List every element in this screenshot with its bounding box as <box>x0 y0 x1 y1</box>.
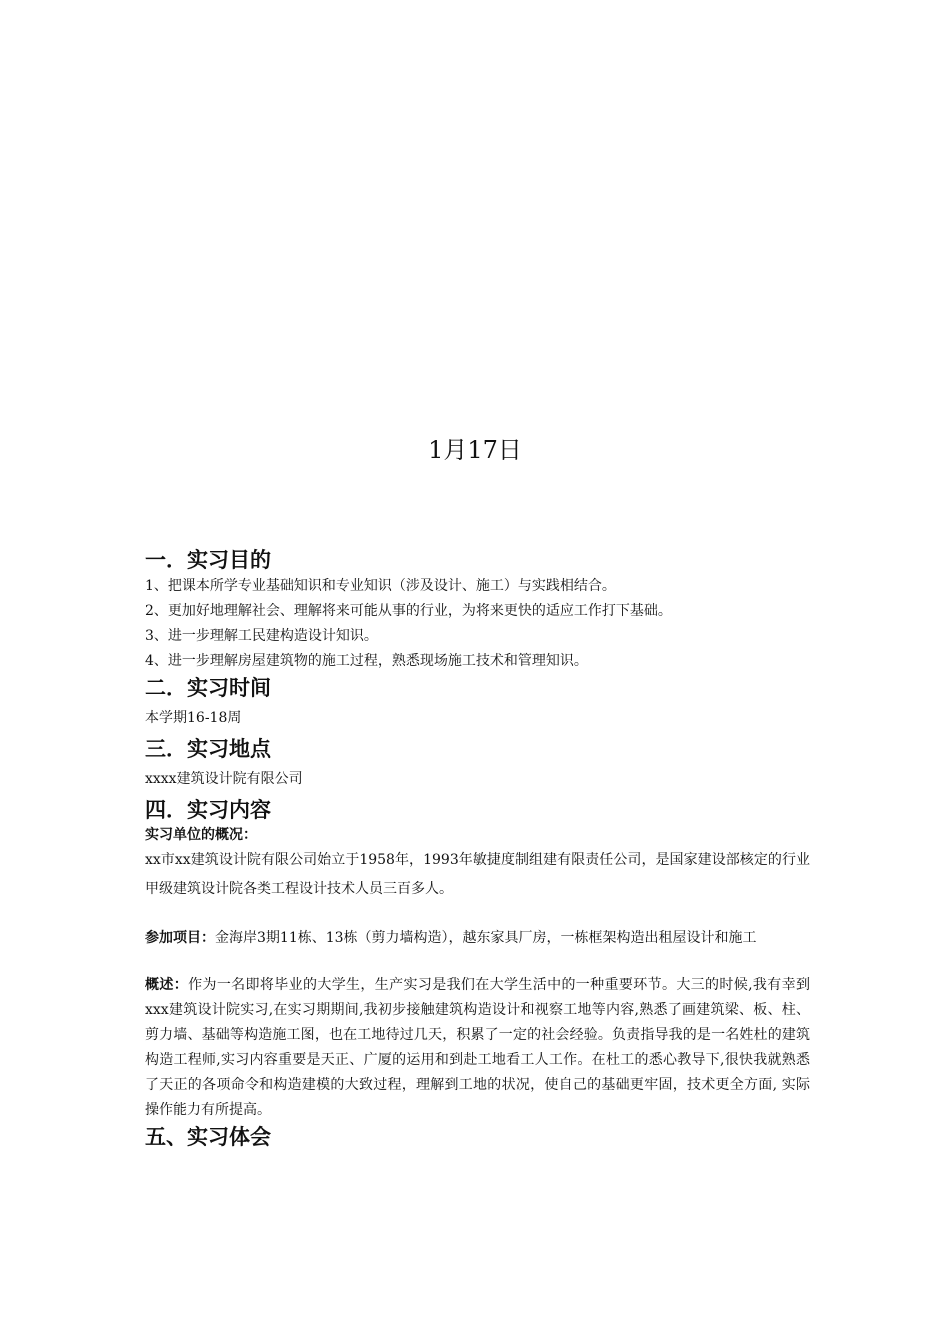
section-heading-time: 二．实习时间 <box>145 676 271 700</box>
section-heading-location: 三．实习地点 <box>145 737 271 761</box>
project-label: 参加项目： <box>145 930 215 946</box>
unit-overview-label: 实习单位的概况： <box>145 827 257 843</box>
date-title: 1月17日 <box>428 436 522 464</box>
purpose-item: 4、进一步理解房屋建筑物的施工过程，熟悉现场施工技术和管理知识。 <box>145 653 588 669</box>
purpose-item: 2、更加好地理解社会、理解将来可能从事的行业，为将来更快的适应工作打下基础。 <box>145 603 672 619</box>
section-heading-experience: 五、实习体会 <box>145 1125 271 1149</box>
unit-overview-text: xx市xx建筑设计院有限公司始立于1958年，1993年敏捷度制组建有限责任公司，是国家建设部核定的行业甲级建筑设计院各类工程设计技术人员三百多人。 <box>145 852 810 897</box>
section-heading-purpose: 一．实习目的 <box>145 548 271 572</box>
section-heading-content: 四．实习内容 <box>145 798 271 822</box>
project-paragraph <box>145 924 810 953</box>
document-body <box>145 546 810 1151</box>
project-text: 金海岸3期11栋、13栋（剪力墙构造），越东家具厂房，一栋框架构造出租屋设计和施工 <box>215 930 757 946</box>
summary-label: 概述： <box>145 977 189 993</box>
purpose-item: 3、进一步理解工民建构造设计知识。 <box>145 628 378 644</box>
purpose-item: 1、把课本所学专业基础知识和专业知识（涉及设计、施工）与实践相结合。 <box>145 578 616 594</box>
summary-text: 作为一名即将毕业的大学生，生产实习是我们在大学生活中的一种重要环节。大三的时候,我有幸到xxx建筑设计院实习,在实习期期间,我初步接触建筑构造设计和视察工地等内容,熟悉了画建筑梁、板、柱、剪力墙、基础等构造施工图，也在工地待过几天，积累了一定的社会经验。负责指导我的是一名姓杜的建筑构造工程师,实习内容重要是天正、广厦的运用和到赴工地看工人工作。在杜工的悉心教导下,很快我就熟悉了天正的各项命令和构造建模的大致过程，理解到工地的状况，使自己的基础更牢固，技术更全方面, 实际操作能力有所提高。 <box>145 977 811 1118</box>
internship-time-text: 本学期16-18周 <box>145 710 242 726</box>
internship-location-text: xxxx建筑设计院有限公司 <box>145 771 303 787</box>
summary-paragraph <box>145 973 810 1123</box>
